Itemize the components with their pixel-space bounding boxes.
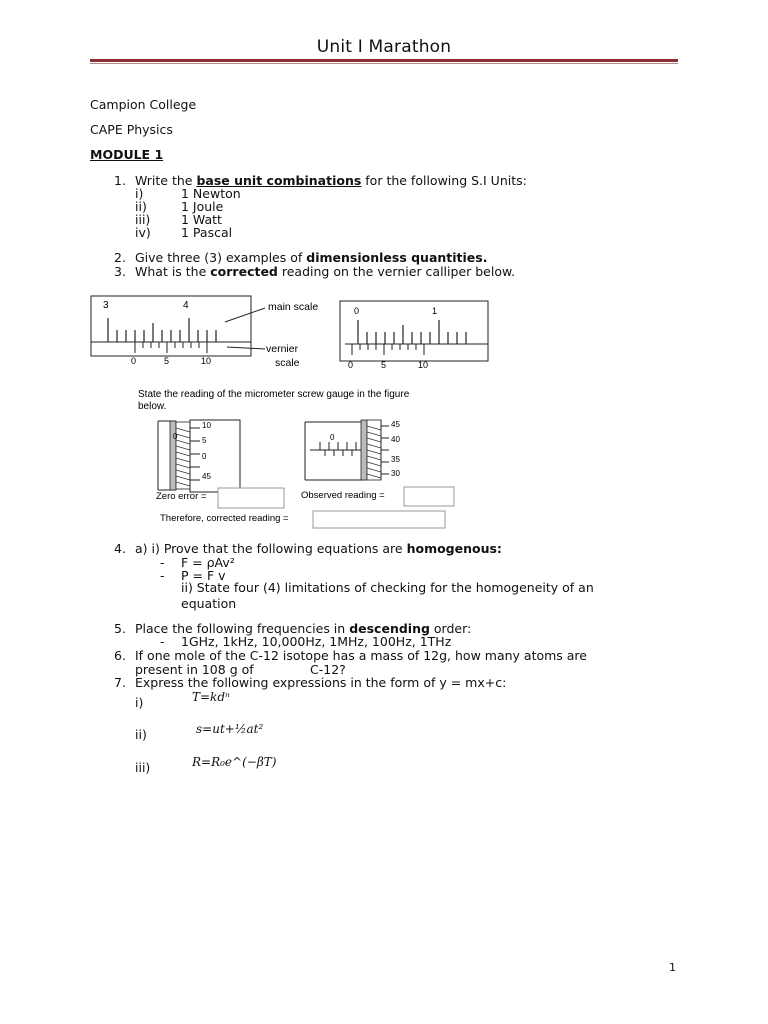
q7-number: 7. bbox=[114, 675, 126, 690]
micrometer-title: State the reading of the micrometer screw gauge in the figure bbox=[138, 389, 410, 400]
zero-error-box bbox=[218, 488, 284, 508]
q7-text: Express the following expressions in the form of y = mx+c: bbox=[135, 675, 507, 690]
main-scale-label: main scale bbox=[268, 301, 319, 313]
q3-number: 3. bbox=[114, 264, 126, 279]
q5-text: Place the following frequencies in descending order: bbox=[135, 621, 472, 636]
page-title: Unit I Marathon bbox=[316, 37, 452, 57]
micrometer-left-label: 5 bbox=[202, 436, 207, 445]
vernier-left-vernier-ticks bbox=[135, 342, 207, 353]
micrometer-left-gauge bbox=[158, 420, 240, 492]
micrometer-left-sleeve-label: 0 bbox=[173, 432, 178, 441]
q7-item-roman: ii) bbox=[135, 727, 147, 742]
title-rule-thin bbox=[90, 63, 678, 64]
q1-item-roman: iv) bbox=[135, 225, 151, 240]
vernier-right-main-ticks bbox=[358, 320, 466, 344]
vernier-left-label: 4 bbox=[183, 300, 189, 311]
micrometer-figure bbox=[130, 384, 460, 530]
micrometer-title: below. bbox=[138, 401, 167, 412]
q2-number: 2. bbox=[114, 250, 126, 265]
vernier-scale-label: scale bbox=[275, 357, 300, 369]
q6-text: present in 108 g of bbox=[135, 662, 254, 677]
module-heading: MODULE 1 bbox=[90, 147, 164, 162]
vernier-right-vernier-ticks bbox=[352, 344, 424, 355]
page-number: 1 bbox=[669, 961, 676, 974]
vernier-right-label: 0 bbox=[348, 360, 354, 370]
q6-number: 6. bbox=[114, 648, 126, 663]
micrometer-left-label: 45 bbox=[202, 472, 211, 481]
q4-number: 4. bbox=[114, 541, 126, 556]
q4-dash: - bbox=[160, 568, 165, 583]
vernier-left-label: 3 bbox=[103, 300, 109, 311]
equation-i: T=kdⁿ bbox=[192, 690, 230, 704]
q1-number: 1. bbox=[114, 173, 126, 188]
q1-item-text: 1 Newton bbox=[181, 186, 241, 201]
equation-ii: s=ut+½at² bbox=[196, 722, 264, 736]
vernier-left-label: 0 bbox=[131, 356, 137, 366]
main-scale-pointer bbox=[225, 308, 265, 322]
corrected-reading-label: Therefore, corrected reading = bbox=[160, 513, 289, 524]
q1-item-roman: iii) bbox=[135, 212, 151, 227]
q7-item-roman: i) bbox=[135, 695, 144, 710]
title-rule bbox=[90, 59, 678, 62]
vernier-left-label: 5 bbox=[164, 356, 170, 366]
q4-text: a) i) Prove that the following equations are homogenous: bbox=[135, 541, 502, 556]
q4-equation: F = ρAv² bbox=[181, 555, 235, 570]
micrometer-right-label: 35 bbox=[391, 455, 400, 464]
q5-number: 5. bbox=[114, 621, 126, 636]
q6-text: C-12? bbox=[310, 662, 346, 677]
vernier-right-label: 0 bbox=[354, 306, 360, 316]
q1-item-text: 1 Joule bbox=[181, 199, 224, 214]
vernier-left-label: 10 bbox=[201, 356, 212, 366]
micrometer-right-label: 45 bbox=[391, 420, 400, 429]
micrometer-right-label: 30 bbox=[391, 469, 400, 478]
q1-text: Write the base unit combinations for the following S.I Units: bbox=[135, 173, 527, 188]
micrometer-left-label: 0 bbox=[202, 452, 207, 461]
vernier-right-label: 10 bbox=[418, 360, 429, 370]
school-name: Campion College bbox=[90, 97, 197, 112]
vernier-left-main-ticks bbox=[108, 318, 216, 342]
vernier-right-frame bbox=[340, 301, 488, 361]
vernier-scale-pointer bbox=[227, 347, 265, 349]
corrected-reading-box bbox=[313, 511, 445, 528]
micrometer-right-sleeve-label: 0 bbox=[330, 433, 335, 442]
q4-subquestion: equation bbox=[181, 596, 237, 611]
q3-text: What is the corrected reading on the vernier calliper below. bbox=[135, 264, 516, 279]
vernier-right-label: 5 bbox=[381, 360, 387, 370]
vernier-right-label: 1 bbox=[432, 306, 438, 316]
micrometer-left-label: 10 bbox=[202, 421, 211, 430]
q6-text: If one mole of the C-12 isotope has a mass of 12g, how many atoms are bbox=[135, 648, 587, 663]
vernier-scale-label: vernier bbox=[266, 343, 299, 355]
q2-text: Give three (3) examples of dimensionless quantities. bbox=[135, 250, 488, 265]
zero-error-label: Zero error = bbox=[156, 491, 207, 502]
q4-subquestion: ii) State four (4) limitations of checking for the homogeneity of an bbox=[181, 580, 594, 595]
q5-frequency-list: 1GHz, 1kHz, 10,000Hz, 1MHz, 100Hz, 1THz bbox=[181, 634, 452, 649]
q5-dash: - bbox=[160, 634, 165, 649]
course-name: CAPE Physics bbox=[90, 122, 173, 137]
micrometer-right-gauge bbox=[305, 420, 389, 480]
q1-item-roman: ii) bbox=[135, 199, 147, 214]
observed-reading-box bbox=[404, 487, 454, 506]
q4-equation: P = F v bbox=[181, 568, 226, 583]
q7-item-roman: iii) bbox=[135, 760, 151, 775]
q1-item-roman: i) bbox=[135, 186, 144, 201]
q1-item-text: 1 Watt bbox=[181, 212, 222, 227]
micrometer-right-label: 40 bbox=[391, 435, 400, 444]
q1-item-text: 1 Pascal bbox=[181, 225, 233, 240]
equation-iii: R=R₀e^(−βT) bbox=[192, 755, 277, 769]
q4-dash: - bbox=[160, 555, 165, 570]
vernier-calliper-figure bbox=[90, 292, 490, 376]
observed-reading-label: Observed reading = bbox=[301, 490, 385, 501]
